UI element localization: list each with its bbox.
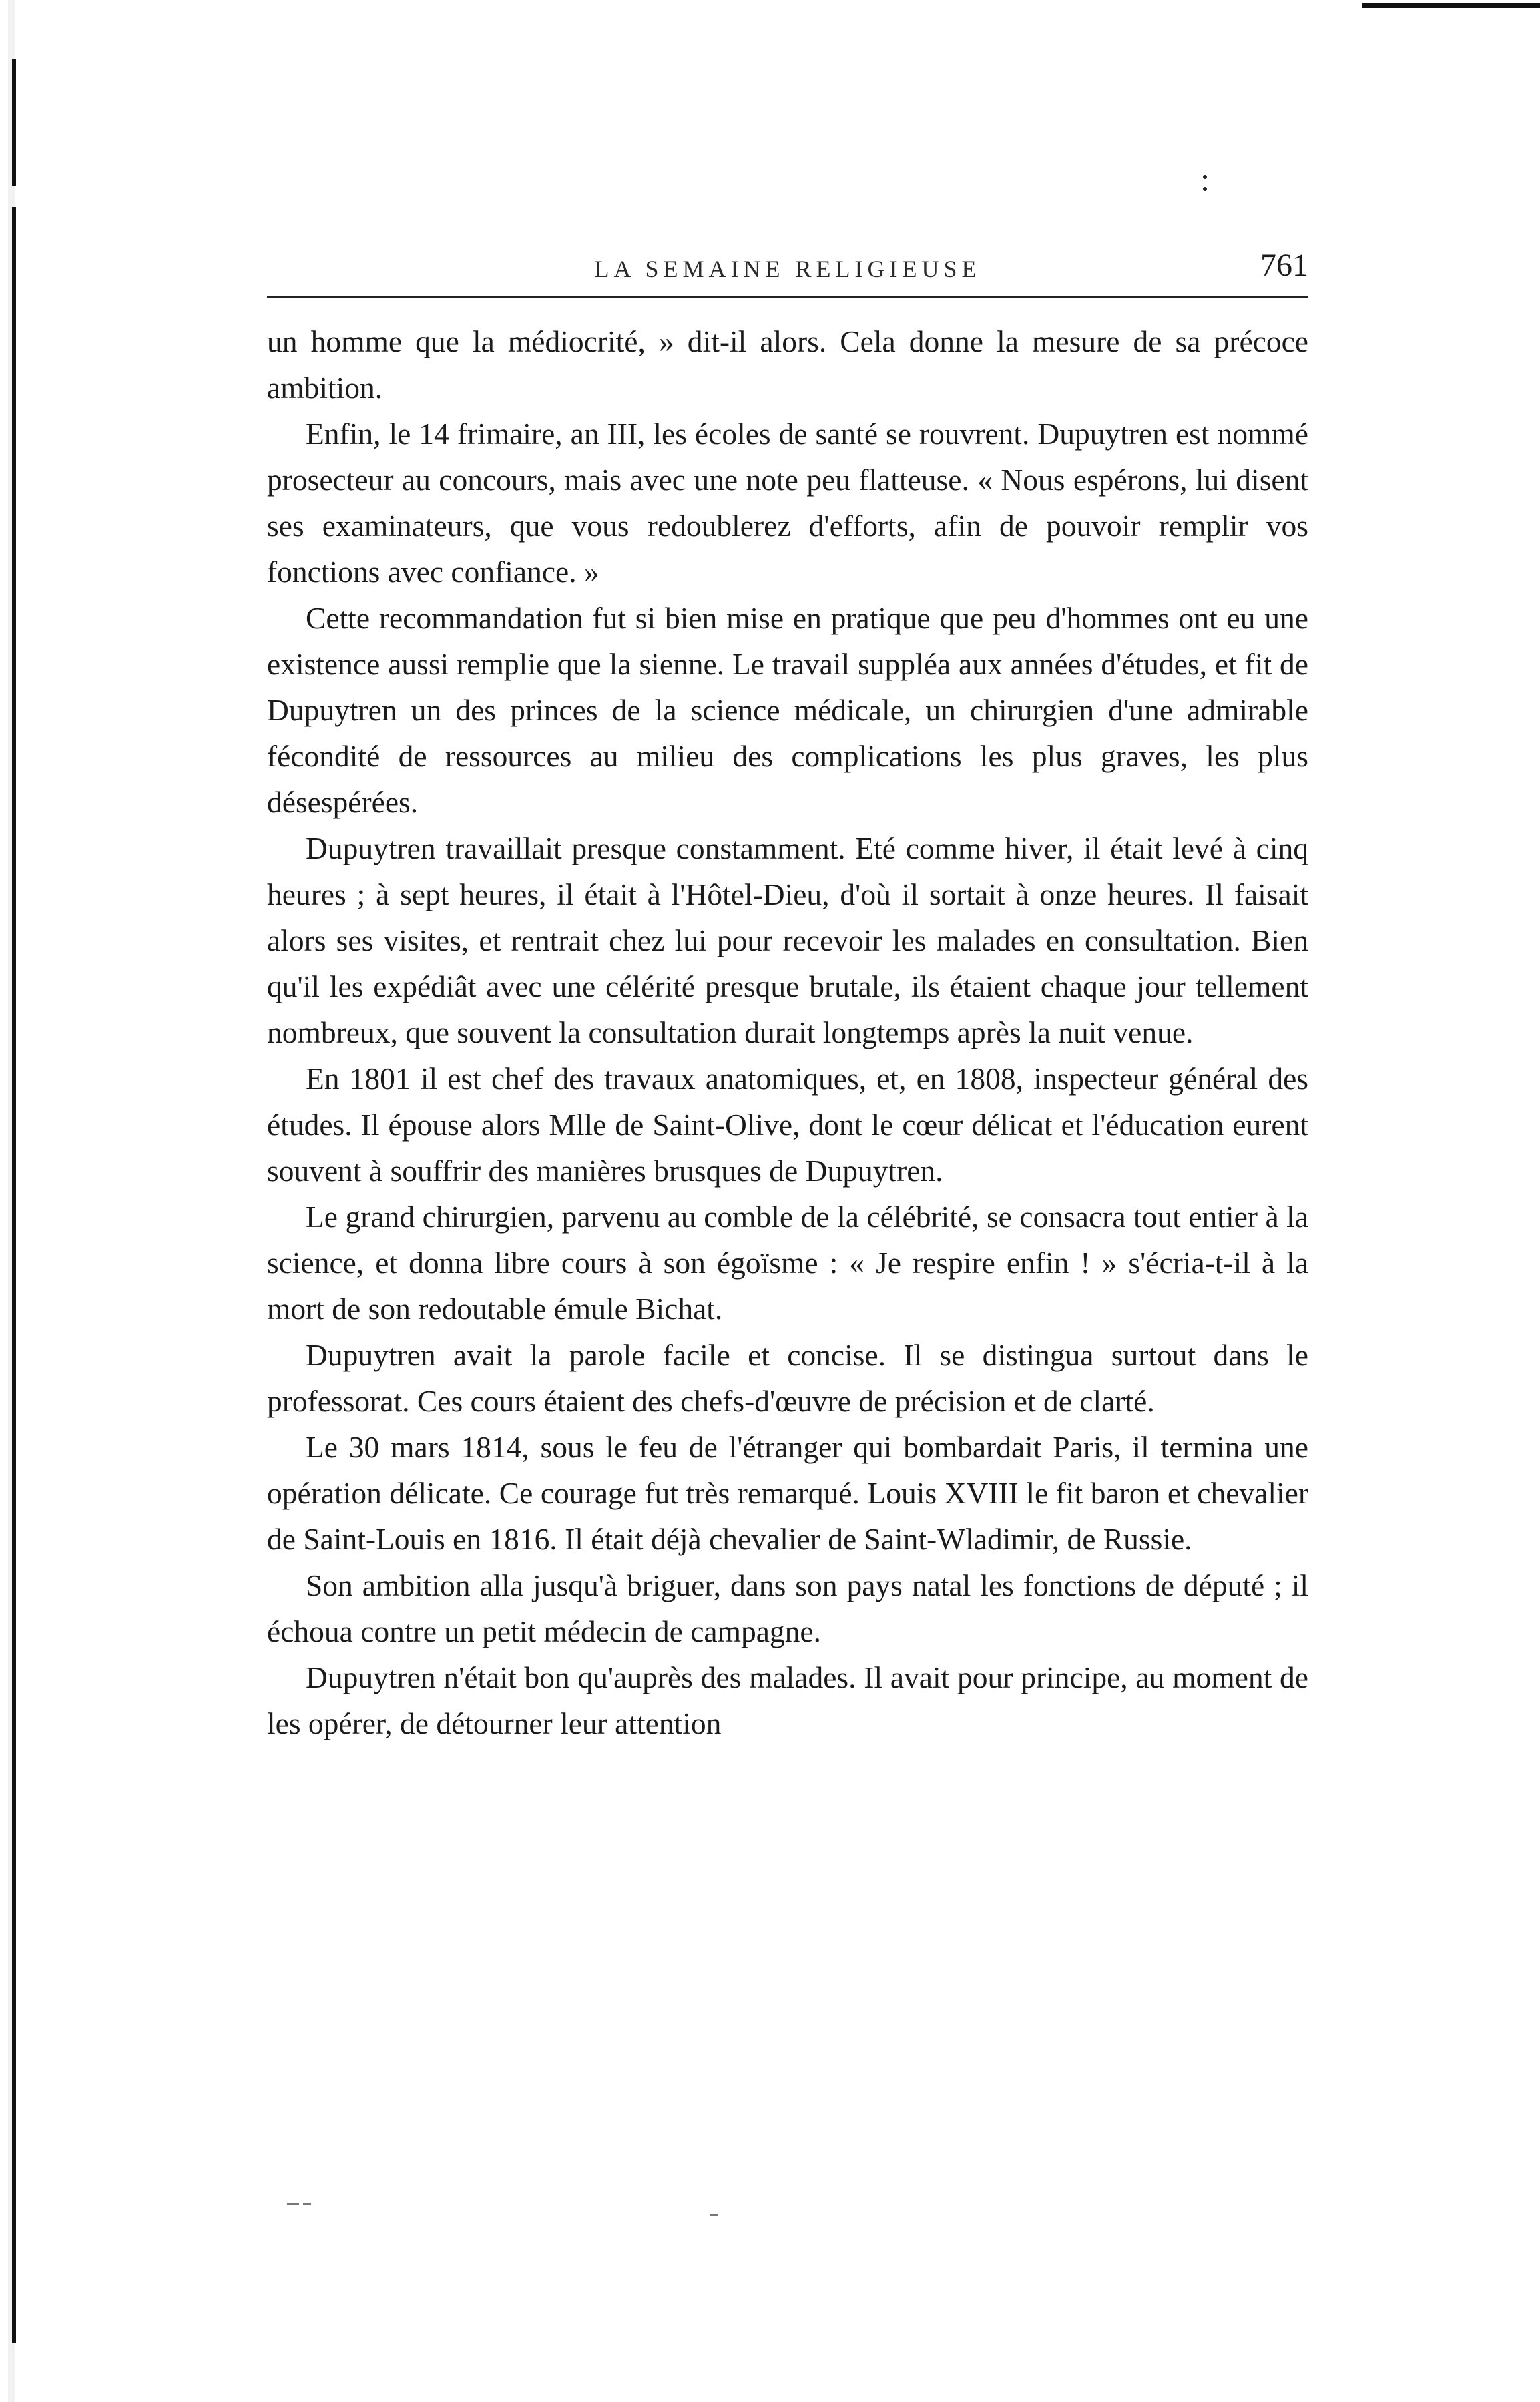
body-text	[267, 318, 1308, 1746]
paragraph: Cette recommandation fut si bien mise en pratique que peu d'hommes ont eu une existence aussi remplie que la sienne. Le travail suppléa aux années d'études, et fit de Dupuytren un des princes de la science médicale, un chirurgien d'une admirable fécondité de ressources au milieu des complications les plus graves, les plus désespérées.	[267, 601, 1308, 819]
paragraph: Dupuytren avait la parole facile et concise. Il se distingua surtout dans le professorat. Ces cours étaient des chefs-d'œuvre de précision et de clarté.	[267, 1338, 1308, 1418]
running-head	[267, 247, 1308, 294]
binding-shadow	[12, 59, 16, 186]
binding-shadow	[12, 207, 16, 2343]
ink-speck	[1203, 187, 1207, 191]
ink-mark	[710, 2214, 718, 2216]
paragraph: Le grand chirurgien, parvenu au comble de la célébrité, se consacra tout entier à la science, et donna libre cours à son égoïsme : « Je respire enfin ! » s'écria-t-il à la mort de son redoutable émule Bichat.	[267, 1200, 1308, 1326]
paragraph: Dupuytren travaillait presque constamment. Eté comme hiver, il était levé à cinq heures ; à sept heures, il était à l'Hôtel-Dieu, d'où il sortait à onze heures. Il faisait alors ses visites, et rentrait chez lui pour recevoir les malades en consultation. Bien qu'il les expédiât avec une célérité presque brutale, ils étaient chaque jour tellement nombreux, que souvent la consultation durait longtemps après la nuit venue.	[267, 831, 1308, 1049]
paragraph: Son ambition alla jusqu'à briguer, dans son pays natal les fonctions de député ; il échoua contre un petit médecin de campagne.	[267, 1568, 1308, 1648]
paragraph: Enfin, le 14 frimaire, an III, les écoles de santé se rouvrent. Dupuytren est nommé prosecteur au concours, mais avec une note peu flatteuse. « Nous espérons, lui disent ses examinateurs, que vous redoublerez d'efforts, afin de pouvoir remplir vos fonctions avec confiance. »	[267, 417, 1308, 589]
scan-top-rule	[1362, 3, 1540, 8]
running-title: LA SEMAINE RELIGIEUSE	[594, 256, 981, 282]
paragraph: En 1801 il est chef des travaux anatomiques, et, en 1808, inspecteur général des études. Il épouse alors Mlle de Saint-Olive, dont le cœur délicat et l'éducation eurent souvent à souffrir des manières brusques de Dupuytren.	[267, 1061, 1308, 1188]
header-rule	[267, 296, 1308, 298]
paragraph: un homme que la médiocrité, » dit-il alors. Cela donne la mesure de sa précoce ambition.	[267, 324, 1308, 405]
page-number: 761	[1260, 248, 1308, 283]
ink-speck	[1203, 175, 1207, 179]
ink-mark	[303, 2203, 311, 2205]
ink-mark	[287, 2203, 299, 2205]
paragraph: Dupuytren n'était bon qu'auprès des malades. Il avait pour principe, au moment de les opérer, de détourner leur attention	[267, 1660, 1308, 1740]
book-page	[267, 247, 1308, 1746]
paragraph: Le 30 mars 1814, sous le feu de l'étranger qui bombardait Paris, il termina une opération délicate. Ce courage fut très remarqué. Louis XVIII le fit baron et chevalier de Saint-Louis en 1816. Il était déjà chevalier de Saint-Wladimir, de Russie.	[267, 1430, 1308, 1556]
scan-marks	[287, 2196, 447, 2223]
